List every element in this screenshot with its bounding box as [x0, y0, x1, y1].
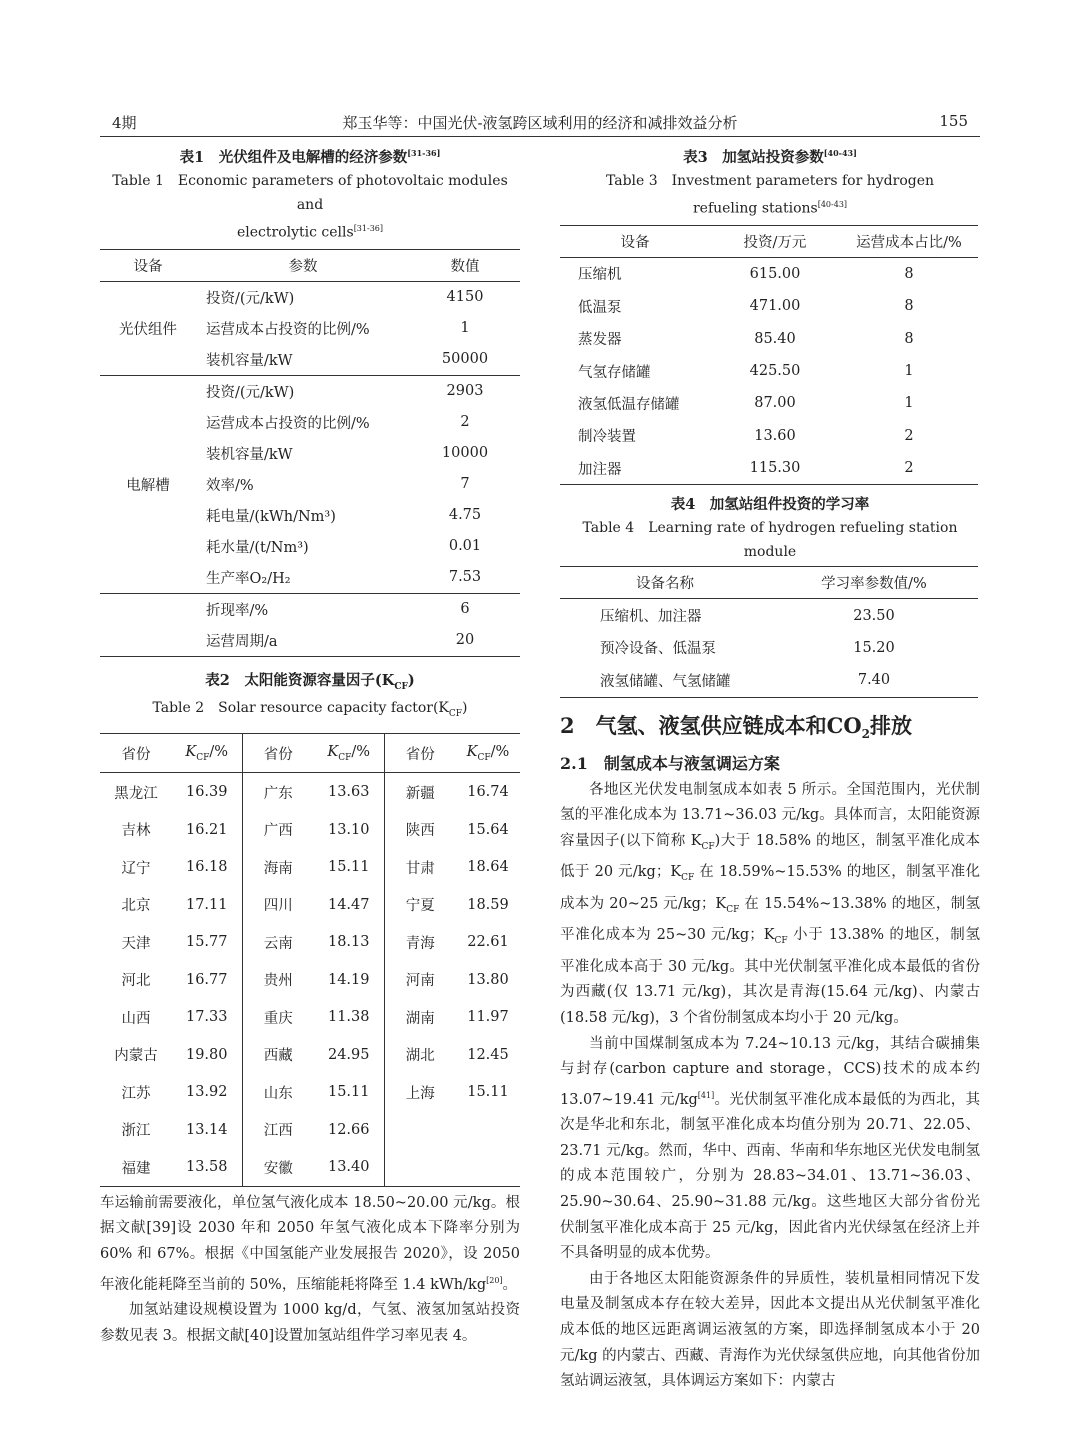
table4-row [560, 632, 978, 664]
table2-row [100, 961, 520, 999]
table3-ratio-cell: 2 [904, 460, 914, 477]
table3-caption-cn: 表3 加氢站投资参数[40-43] [683, 148, 857, 166]
table2-province-cell: 山西 [121, 1010, 151, 1027]
table1-header-value: 数值 [450, 258, 480, 275]
page-number: 155 [939, 112, 968, 130]
table2-province-cell: 甘肃 [384, 848, 456, 886]
table2-kcf-cell: 16.74 [467, 784, 509, 801]
table2-kcf-cell: 18.64 [467, 859, 509, 876]
table2-header-row [100, 734, 520, 773]
table2-kcf-cell: 24.95 [327, 1046, 370, 1063]
table4-name-cell: 液氢储罐、气氢储罐 [600, 673, 731, 690]
table1-param-cell: 运营成本占投资的比例/% [206, 321, 370, 338]
table2-kcf-cell: 12.45 [467, 1046, 509, 1063]
table3-device-cell: 压缩机 [578, 267, 622, 284]
table3-row [560, 355, 978, 387]
table1-param-cell: 耗水量/(t/Nm³) [206, 539, 309, 556]
right-body-text [560, 778, 980, 1395]
right-paragraph-2: 当前中国煤制氢成本为 7.24~10.13 元/kg，其结合碳捕集与封存(carbon capture and storage，CCS)技术的成本约 13.07~19.41 元/kg[41]。光伏制氢平准化成本最低的为西北，其次是华北和东北，制氢平准化成本均值分别为 20.71、22.05、23.71 元/kg。然而，华中、西南、华南和华东地区光伏发电制氢的成本范围较广，分别为 28.83~34.01、13.71~36.03、25.90~30.64、25.90~31.88 元/kg。这些地区大部分省份光伏制氢平准化成本高于 25 元/kg，因此省内光伏绿氢在经济上并不具备明显的成本优势。 [560, 1035, 981, 1262]
table2-kcf-cell: 18.59 [467, 896, 509, 913]
table2-kcf-cell: 11.97 [467, 1009, 509, 1026]
table1-param-cell: 投资/(元/kW) [206, 290, 295, 307]
table1-device-cell [100, 593, 196, 656]
table1-value-cell: 4150 [446, 289, 484, 306]
table2-kcf-cell: 15.11 [467, 1084, 509, 1101]
table2-province-cell: 青海 [384, 923, 456, 961]
table2-kcf-cell: 15.77 [185, 934, 228, 951]
table2-kcf-cell: 15.64 [467, 821, 509, 838]
table4-header-rate: 学习率参数值/% [821, 576, 927, 593]
table1-param-cell: 效率/% [206, 477, 254, 494]
table2-header-province: 省份 [121, 746, 151, 763]
table1-value-cell: 2 [460, 414, 470, 431]
table1-value-cell: 1 [460, 320, 470, 337]
table3-invest-cell: 425.50 [749, 363, 801, 380]
table2-kcf-cell: 13.58 [185, 1159, 228, 1176]
table4-name-cell: 压缩机、加注器 [600, 609, 702, 626]
running-title: 郑玉华等：中国光伏-液氢跨区域利用的经济和减排效益分析 [342, 114, 738, 132]
table2-kcf-cell: 16.21 [185, 821, 228, 838]
table1-caption-cn: 表1 光伏组件及电解槽的经济参数[31-36] [179, 148, 441, 166]
table3-row [560, 257, 978, 290]
table2-kcf-cell: 16.18 [185, 859, 228, 876]
table3-row [560, 322, 978, 354]
table3-header-invest: 投资/万元 [743, 234, 807, 251]
table2-province-cell: 河南 [384, 961, 456, 999]
right-paragraph-3: 由于各地区太阳能资源条件的异质性，装机量相同情况下发电量及制氢成本存在较大差异，因此本文提出从光伏制氢平准化成本低的地区远距离调运液氢的方案，即选择制氢成本小于 20 元/kg 的内蒙古、西藏、青海作为光伏绿氢供应地，向其他省份加氢站调运液氢，具体调运方案如下：内蒙古 [560, 1270, 980, 1390]
table2-header-kcf: $K_{CF}/\%$ [185, 743, 229, 763]
table2-kcf-cell: 17.33 [185, 1009, 228, 1026]
left-column [100, 146, 520, 1349]
table3-invest-cell: 115.30 [749, 460, 801, 477]
table2-province-cell: 陕西 [384, 811, 456, 849]
table2-kcf-cell: 15.11 [327, 1084, 370, 1101]
section-2-1-heading: 2.1 制氢成本与液氢调运方案 [560, 753, 780, 773]
table2-kcf-cell: 18.13 [327, 934, 370, 951]
table1 [100, 249, 520, 657]
table2-province-cell: 湖北 [384, 1036, 456, 1074]
table2-row [100, 848, 520, 886]
table3-invest-cell: 85.40 [754, 330, 796, 347]
table2-kcf-cell: 13.10 [327, 821, 370, 838]
table2-kcf-cell [456, 1111, 520, 1149]
table2-row [100, 886, 520, 924]
left-paragraph-2: 加氢站建设规模设置为 1000 kg/d，气氢、液氢加氢站投资参数见表 3。根据文献[40]设置加氢站组件学习率见表 4。 [100, 1302, 520, 1344]
table2-kcf-cell: 15.11 [327, 859, 370, 876]
table1-param-cell: 生产率O₂/H₂ [206, 570, 291, 587]
table1-value-cell: 50000 [441, 351, 489, 368]
table2-row [100, 1073, 520, 1111]
table2-kcf-cell: 17.11 [185, 896, 228, 913]
table3 [560, 225, 978, 486]
table3-device-cell: 气氢存储罐 [578, 364, 651, 381]
table1-value-cell: 10000 [441, 445, 489, 462]
table4-caption-en: Table 4 Learning rate of hydrogen refueling station module [582, 520, 958, 561]
table4-rate-cell: 23.50 [853, 607, 895, 624]
table1-row [100, 593, 520, 625]
table2-province-cell: 宁夏 [384, 886, 456, 924]
table4-rate-cell: 7.40 [857, 672, 891, 689]
table2-header-kcf: $K_{CF}/\%$ [327, 743, 371, 763]
table2-kcf-cell: 13.80 [467, 971, 509, 988]
table3-ratio-cell: 8 [904, 298, 914, 315]
table1-header-param: 参数 [288, 258, 318, 275]
table2-province-cell: 贵州 [242, 961, 314, 999]
table1-param-cell: 折现率/% [196, 593, 410, 625]
table3-invest-cell: 471.00 [749, 298, 801, 315]
table2-province-cell: 云南 [242, 923, 314, 961]
table2-province-cell: 福建 [121, 1160, 151, 1177]
table3-ratio-cell: 2 [904, 427, 914, 444]
table2-province-cell: 新疆 [384, 773, 456, 811]
table4-row [560, 599, 978, 632]
table4 [560, 566, 978, 697]
table2-row [100, 1148, 520, 1186]
table1-value-cell: 4.75 [448, 507, 482, 524]
table2-kcf-cell [456, 1148, 520, 1186]
table3-invest-cell: 615.00 [749, 265, 801, 282]
table1-value-cell: 6 [410, 593, 520, 625]
table2-header-kcf: $K_{CF}/\%$ [466, 743, 510, 763]
table3-device-cell: 制冷装置 [578, 429, 636, 446]
table1-device-cell: 电解槽 [100, 375, 196, 593]
table2-province-cell: 湖南 [384, 998, 456, 1036]
right-paragraph-1: 各地区光伏发电制氢成本如表 5 所示。全国范围内，光伏制氢的平准化成本为 13.71~36.03 元/kg。具体而言，太阳能资源容量因子(以下简称 $K_{CF}$)大于 18.58% 的地区，制氢平准化成本低于 20 元/kg；$K_{CF}$ 在 18.59%~15.53% 的地区，制氢平准化成本为 20~25 元/kg；$K_{CF}$ 在 15.54%~13.38% 的地区，制氢平准化成本为 25~30 元/kg；$K_{CF}$ 小于 13.38% 的地区，制氢平准化成本高于 30 元/kg。其中光伏制氢平准化成本最低的省份为西藏(仅 13.71 元/kg)，其次是青海(15.64 元/kg)、内蒙古(18.58 元/kg)，3 个省份制氢成本均小于 20 元/kg。 [560, 781, 980, 1027]
table3-caption-en: Table 3 Investment parameters for hydrogen refueling stations[40-43] [605, 173, 935, 217]
table1-param-cell: 运营成本占投资的比例/% [206, 415, 370, 432]
table2-province-cell: 内蒙古 [114, 1048, 158, 1065]
left-paragraph-1: 车运输前需要液化，单位氢气液化成本 18.50~20.00 元/kg。根据文献[39]设 2030 年和 2050 年氢气液化成本下降率分别为 60% 和 67%。根据《中国氢能产业发展报告 2020》，设 2050 年液化能耗降至当前的 50%，压缩能耗将降至 1.4 kWh/kg[20]。 [100, 1194, 520, 1293]
table1-param-cell: 装机容量/kW [206, 352, 293, 369]
table2-kcf-cell: 13.63 [327, 784, 370, 801]
table3-header-ratio: 运营成本占比/% [856, 234, 962, 251]
table2-province-cell: 浙江 [121, 1123, 151, 1140]
table3-row [560, 452, 978, 485]
table2-kcf-cell: 13.14 [185, 1121, 228, 1138]
table3-invest-cell: 87.00 [754, 395, 796, 412]
table2-province-cell: 安徽 [242, 1148, 314, 1186]
table4-caption-cn: 表4 加氢站组件投资的学习率 [670, 496, 870, 514]
table2-province-cell: 四川 [242, 886, 314, 924]
table2-kcf-cell: 13.92 [185, 1084, 228, 1101]
table2-row [100, 811, 520, 849]
table3-row [560, 387, 978, 419]
table2-province-cell: 江西 [242, 1111, 314, 1149]
table1-param-cell: 投资/(元/kW) [196, 375, 410, 407]
table2-province-cell: 西藏 [242, 1036, 314, 1074]
table2-kcf-cell: 14.47 [327, 896, 370, 913]
table2-province-cell: 海南 [242, 848, 314, 886]
table3-row [560, 290, 978, 322]
table1-param-cell: 装机容量/kW [206, 446, 293, 463]
table2-province-cell: 黑龙江 [114, 785, 158, 802]
right-column [560, 146, 980, 1395]
table2-row [100, 1111, 520, 1149]
table2-kcf-cell: 16.39 [185, 784, 228, 801]
table2-row [100, 923, 520, 961]
table1-value-cell: 20 [455, 632, 475, 649]
table2-province-cell: 吉林 [121, 823, 151, 840]
table1-value-cell: 2903 [410, 375, 520, 407]
table1-value-cell: 7.53 [448, 569, 482, 586]
table2-row [100, 998, 520, 1036]
table2-kcf-cell: 22.61 [467, 934, 509, 951]
table2-province-cell: 江苏 [121, 1085, 151, 1102]
table1-param-cell: 耗电量/(kWh/Nm³) [206, 508, 336, 525]
table1-row [100, 281, 520, 313]
table2-row [100, 773, 520, 811]
table1-device-cell: 光伏组件 [119, 321, 177, 338]
table2-kcf-cell: 11.38 [327, 1009, 370, 1026]
section-2-heading: 2 气氢、液氢供应链成本和$CO_2$排放 [560, 712, 912, 741]
table1-header-device: 设备 [133, 258, 163, 275]
table2-kcf-cell: 14.19 [327, 971, 370, 988]
table2-row [100, 1036, 520, 1074]
table4-header-name: 设备名称 [636, 576, 694, 593]
table3-device-cell: 蒸发器 [578, 332, 622, 349]
table3-device-cell: 低温泵 [578, 299, 622, 316]
table2-province-cell: 河北 [121, 973, 151, 990]
header-rule [100, 136, 980, 137]
table2-caption-en: Table 2 Solar resource capacity $factor(K_{CF})$ [152, 699, 468, 719]
table3-row [560, 420, 978, 452]
table2-kcf-cell: 13.40 [327, 1159, 370, 1176]
table2-kcf-cell: 16.77 [185, 971, 228, 988]
table2-province-cell: 山东 [242, 1073, 314, 1111]
table2-header-province: 省份 [384, 734, 456, 773]
table2-province-cell: 广东 [242, 773, 314, 811]
table2-province-cell: 重庆 [242, 998, 314, 1036]
table2-kcf-cell: 19.80 [185, 1046, 228, 1063]
table3-ratio-cell: 8 [904, 265, 914, 282]
table1-caption-en: Table 1 Economic parameters of photovoltaic modules and electrolytic cells[31-36] [112, 173, 508, 241]
table2-province-cell: 上海 [384, 1073, 456, 1111]
table3-ratio-cell: 1 [904, 395, 914, 412]
table2-province-cell: 辽宁 [121, 860, 151, 877]
table2-header-province: 省份 [242, 734, 314, 773]
table1-value-cell: 0.01 [448, 538, 482, 555]
table2-caption-cn: 表2 太阳能资源容量因子$(K_{CF})$ [205, 671, 415, 692]
table2-province-cell: 广西 [242, 811, 314, 849]
table4-name-cell: 预冷设备、低温泵 [600, 641, 716, 658]
table4-row [560, 664, 978, 697]
table2 [100, 733, 520, 1187]
table2-province-cell [384, 1148, 456, 1186]
table2-kcf-cell: 12.66 [327, 1121, 370, 1138]
table1-value-cell: 7 [460, 476, 470, 493]
table4-rate-cell: 15.20 [853, 639, 895, 656]
table2-province-cell [384, 1111, 456, 1149]
issue-label: 4期 [112, 114, 137, 132]
table2-province-cell: 天津 [121, 935, 151, 952]
table3-device-cell: 加注器 [578, 461, 622, 478]
table3-device-cell: 液氢低温存储罐 [578, 396, 680, 413]
table2-province-cell: 北京 [121, 898, 151, 915]
table1-row [100, 375, 520, 407]
table3-ratio-cell: 1 [904, 363, 914, 380]
table1-param-cell: 运营周期/a [206, 633, 278, 650]
left-body-text [100, 1191, 520, 1349]
table3-ratio-cell: 8 [904, 330, 914, 347]
table3-header-device: 设备 [620, 234, 650, 251]
table3-invest-cell: 13.60 [754, 427, 796, 444]
